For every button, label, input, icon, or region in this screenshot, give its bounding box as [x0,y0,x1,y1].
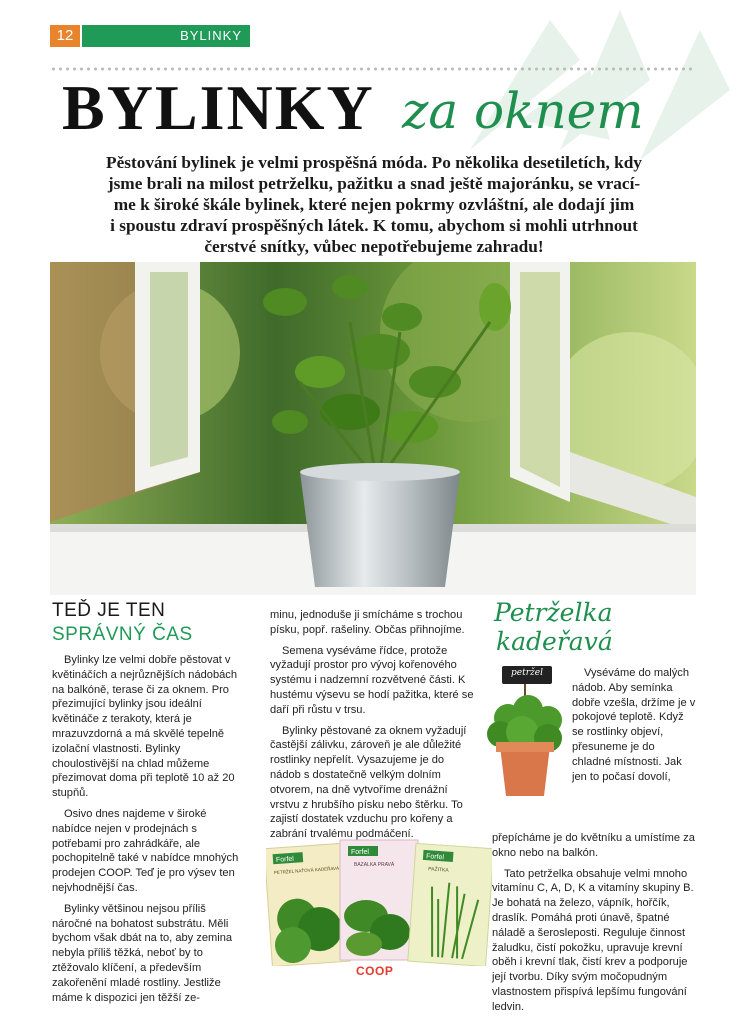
packet-name: BAZALKA PRAVÁ [354,862,395,868]
article-column-1 [52,653,246,1011]
coop-logo: COOP [356,964,394,978]
pot-tag-label: petržel [511,668,543,678]
article-heading-line1: TEĎ JE TEN [52,600,166,621]
sidebar-text-right [572,666,696,790]
paragraph: minu, jednoduše ji smícháme s trochou písku, popř. rašeliny. Občas přihnojíme. [270,609,465,636]
seed-packets-image [266,838,492,966]
intro-line: me k široké škále bylinek, které nejen pokrmy ozvláštní, ale dodají jim [113,195,635,214]
intro-line: jsme brali na milost petrželku, pažitku a snad ještě majoránku, se vrací- [107,174,641,193]
packet-name: PAŽITKA [428,866,449,874]
section-label: BYLINKY [82,25,250,47]
paragraph: Tato petrželka obsahuje velmi mnoho vitamínu C, A, D, K a vitamíny skupiny B. Je bohatá na železo, vápník, hořčík, draslík. Pomáhá proti únavě, špatné náladě a šerosleposti. Reguluje činnost žaludku, čistí pokožku, upravuje krevní oběh i krevní tlak, čistí krev a podporuje její tvorbu. Díky svým močopudným vlastnostem přispívá lepšímu fungování ledvin. [492,867,694,1013]
page-number: 12 [50,25,80,47]
paragraph: Osivo dnes najdeme v široké nabídce nejen v prodejnách s potřebami pro zahrádkáře, ale pochopitelně také v nabídce mnohých prodejen COOP. Teď je pro výsev ten nejvhodnější čas. [52,807,239,894]
article-column-2 [270,608,478,848]
intro-line: i spoustu zdraví prospěšných látek. K tomu, abychom si mohli utrhnout [110,216,638,235]
intro-paragraph [60,152,688,257]
packet-brand: Forfel [351,849,369,856]
parsley-pot-image [478,660,572,806]
paragraph: Vyséváme do malých nádob. Aby semínka dobře vzešla, držíme je v pokojové teplotě. Když se rostlinky objeví, přesuneme je do chladné místnosti. Jak jen to počasí dovolí, [572,667,696,783]
paragraph: Bylinky většinou nejsou příliš náročné na bohatost substrátu. Měli bychom však dbát na to, aby zemina nebyla příliš těžká, neboť by to ztěžovalo klíčení, a především zakořenění mladé rostliny. Jestliže máme k dispozici jen těžší ze- [52,902,233,1004]
page-title: BYLINKY [62,72,375,143]
article-heading-line2: SPRÁVNÝ ČAS [52,624,193,645]
paragraph: přepícháme je do květníku a umístíme za okno nebo na balkón. [492,832,695,859]
sidebar-title-line2: kadeřavá [496,627,613,656]
basil-window-photo [50,262,696,595]
paragraph: Semena vyséváme řídce, protože vyžadují prostor pro vývoj kořenového systému i nadzemní rozvětvené části. K hustému výsevu se hodí pažitka, které se daří při růstu v trsu. [270,644,474,716]
packet-brand: Forfel [275,855,295,864]
intro-line: Pěstování bylinek je velmi prospěšná móda. Po několika desetiletích, kdy [106,153,642,172]
sidebar-text-full [492,831,696,1021]
intro-line: čerstvé snítky, vůbec nepotřebujeme zahradu! [204,237,544,256]
packet-brand: Forfel [425,853,445,862]
packet-name: PETRŽEL NAŤOVÁ KADEŘAVÁ [273,865,340,876]
paragraph: Bylinky pěstované za oknem vyžadují častější zálivku, zároveň je ale důležité rostlinky nepřelít. Vysazujeme je do nádob s dostatečně velkým dolním otvorem, na dně vytvoříme drenážní vrstvu z hrubšího písku nebo štěrku. To zajistí dostatek vzduchu pro kořeny a zabrání trvalému podmáčení. [270,724,467,841]
page-title-script: za oknem [402,82,644,140]
sidebar-title [494,598,613,656]
paragraph: Bylinky lze velmi dobře pěstovat v květináčích a nejrůznějších nádobách na balkóně, terase či za oknem. Pro přezimující bylinky jsou ideální květináče z terakoty, která je mrazuvzdorná a má skvělé tepelně izolační vlastnosti. Bylinky choulostivější na chlad můžeme přezimovat doma při teplotě 10 až 20 stupňů. [52,654,238,800]
sidebar-title-line1: Petrželka [494,598,613,627]
